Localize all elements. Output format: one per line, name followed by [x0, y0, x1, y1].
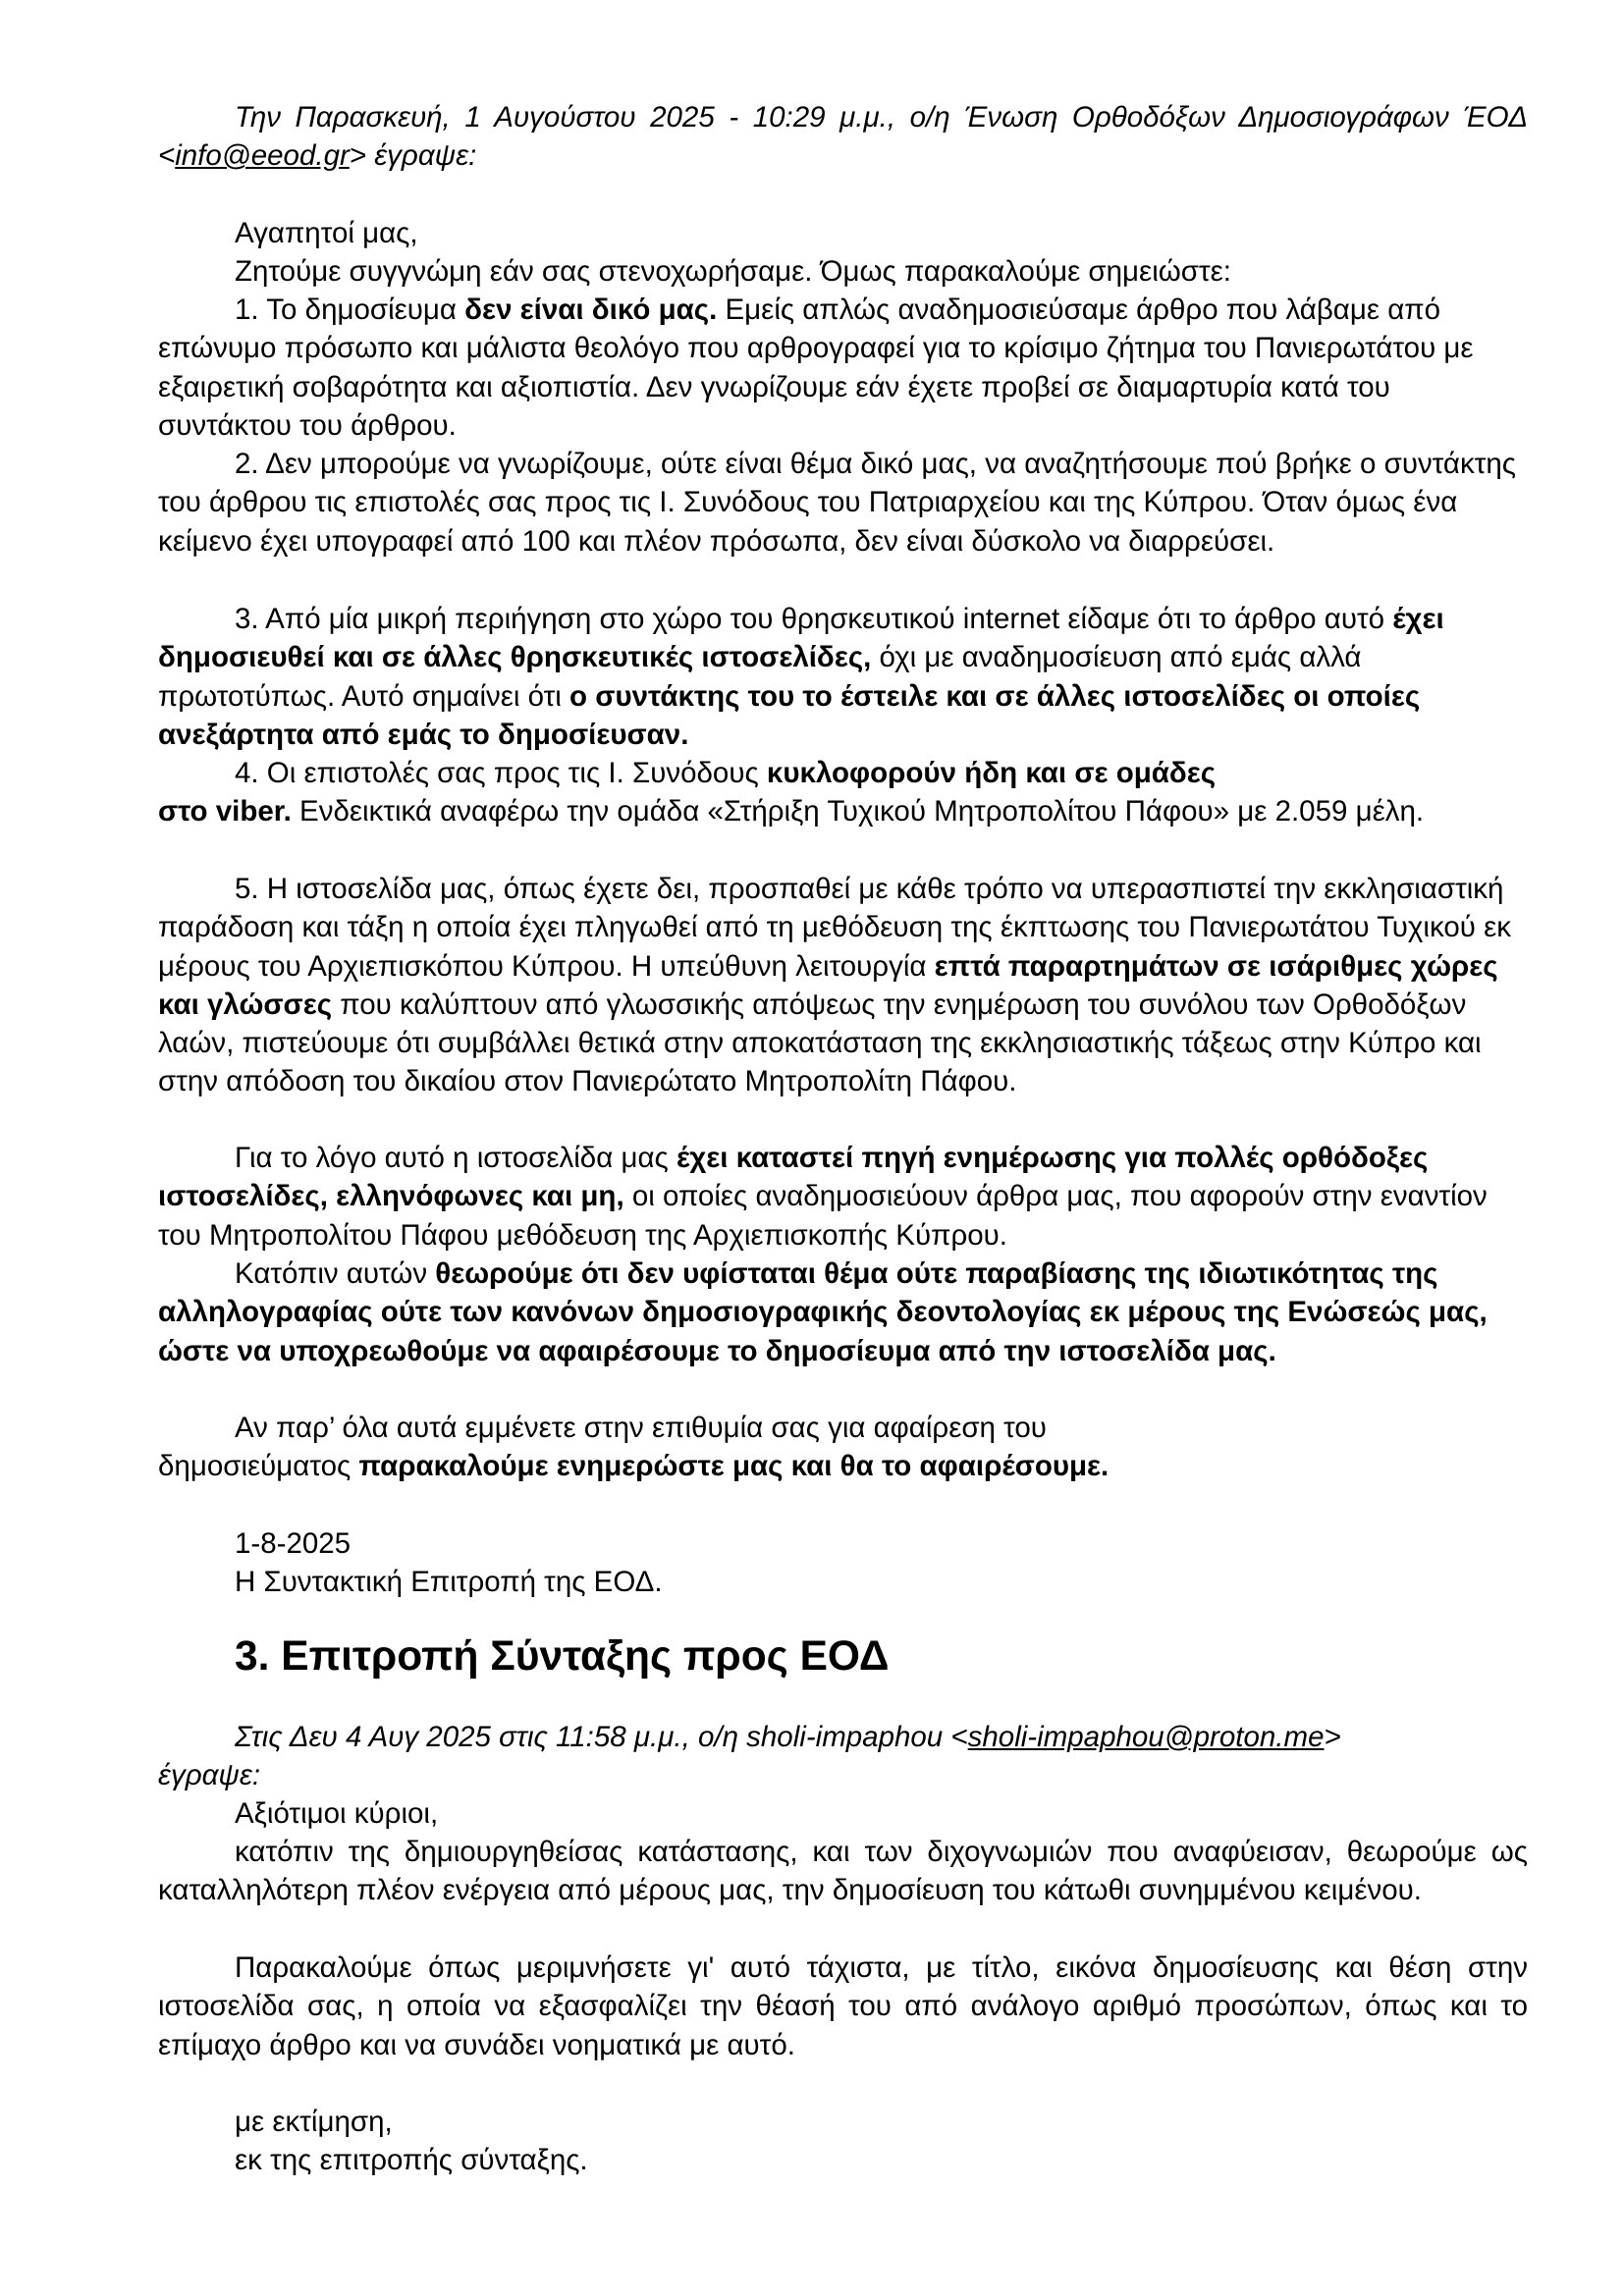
removal-paragraph [158, 1409, 1528, 1486]
point-2-paragraph: 2. Δεν μπορούμε να γνωρίζουμε, ούτε είναι θέμα δικό μας, να αναζητήσουμε πού βρήκε ο συντάκτης του άρθρου τις επιστολές σας προς τις Ι. Συνόδους του Πατριαρχείου και της Κύπρου. Όταν όμως ένα κείμενο έχει υπογραφεί από 100 και πλέον πρόσωπα, δεν είναι δύσκολο να διαρρεύσει. [158, 448, 1517, 558]
point-3-bold: έχει δημοσιευθεί και σε άλλες θρησκευτικές ιστοσελίδες, [158, 603, 1444, 674]
removal-text: Αν παρ’ όλα αυτά εμμένετε στην επιθυμία σας για αφαίρεση του [235, 1412, 1047, 1444]
point-4-bold-viber: στο viber. [158, 795, 292, 828]
point-3-text-mid: όχι με αναδημοσίευση από εμάς αλλά πρωτοτύπως. Αυτό σημαίνει ότι [158, 641, 1362, 713]
point-1-text: 1. Το δημοσίευμα [235, 294, 465, 326]
source-text: Για το λόγο αυτό η ιστοσελίδα μας [235, 1142, 677, 1174]
email-header-tail: > έγραψε: [349, 139, 477, 173]
letter2-signature: εκ της επιτροπής σύνταξης. [235, 2144, 588, 2176]
letter2-greeting: Αξιότιμοι κύριοι, [235, 1797, 439, 1830]
removal-text-2: δημοσιεύματος [158, 1450, 359, 1483]
point-5-text: 5. Η ιστοσελίδα μας, όπως έχετε δει, προσπαθεί με κάθε τρόπο να υπερασπιστεί την εκκλησιαστική παράδοση και τάξη η οποία έχει πληγωθεί από τη μεθόδευση της έκπτωσης του Πανιερωτάτου Τυχικού εκ μέρους του Αρχιεπισκόπου Κύπρου. Η υπεύθυνη λειτουργία [158, 873, 1511, 983]
removal-bold: παρακαλούμε ενημερώστε μας και θα το αφαιρέσουμε. [358, 1450, 1110, 1483]
conclusion-text: Κατόπιν αυτών [235, 1257, 436, 1290]
email-header [158, 98, 1528, 176]
email-header-2-tail: > [1324, 1721, 1341, 1753]
point-3-bold-end: ο συντάκτης του το έστειλε και σε άλλες ιστοσελίδες οι οποίες ανεξάρτητα από εμάς το δημοσίευσαν. [158, 679, 1421, 751]
source-paragraph [158, 1139, 1528, 1255]
email-header-2-wrote: έγραψε: [158, 1759, 261, 1791]
point-4-paragraph [158, 754, 1528, 831]
point-4-text: 4. Οι επιστολές σας προς τις Ι. Συνόδους [235, 757, 767, 789]
source-text-rest: οι οποίες αναδημοσιεύουν άρθρα μας, που αφορούν στην εναντίον του Μητροπολίτου Πάφου μεθόδευση της Αρχιεπισκοπής Κύπρου. [158, 1180, 1488, 1252]
email-link-2[interactable]: sholi-impaphou@proton.me [967, 1721, 1325, 1753]
point-1-bold: δεν είναι δικό μας. [464, 294, 718, 326]
email-link[interactable]: info@eeod.gr [175, 139, 350, 173]
point-4-bold: κυκλοφορούν ήδη και σε ομάδες [766, 757, 1217, 789]
email-header-2 [158, 1718, 1604, 1756]
letter2-paragraph-2: Παρακαλούμε όπως μεριμνήσετε γι' αυτό τάχιστα, με τίτλο, εικόνα δημοσίευσης και θέση στην ιστοσελίδα σας, η οποία να εξασφαλίζει την θέασή του από ανάλογο αριθμό προσώπων, όπως και το επίμαχο άρθρο και να συνάδει νοηματικά με αυτό. [158, 1951, 1528, 2061]
letter-signature: Η Συντακτική Επιτροπή της ΕΟΔ. [235, 1566, 663, 1598]
letter2-closing: με εκτίμηση, [235, 2106, 393, 2138]
source-bold: έχει καταστεί πηγή ενημέρωσης για πολλές ορθόδοξες ιστοσελίδες, ελληνόφωνες και μη, [158, 1142, 1429, 1213]
point-5-bold: επτά παραρτημάτων σε ισάριθμες χώρες και γλώσσες [158, 949, 1498, 1021]
letter2-paragraph-1: κατόπιν της δημιουργηθείσας κατάστασης, και των διχογνωμιών που αναφύεισαν, θεωρούμε ως καταλληλότερη πλέον ενέργεια από μέρους μας, την δημοσίευση του κάτωθι συνημμένου κειμένου. [158, 1836, 1528, 1907]
greeting: Αγαπητοί μας, [235, 217, 418, 249]
section-title: 3. Επιτροπή Σύνταξης προς ΕΟΔ [235, 1633, 890, 1680]
conclusion-bold: θεωρούμε ότι δεν υφίσταται θέμα ούτε παραβίασης της ιδιωτικότητας της αλληλογραφίας ούτε των κανόνων δημοσιογραφικής δεοντολογίας εκ μέρους της Ενώσεώς μας, ώστε να υποχρεωθούμε να αφαιρέσουμε το δημοσίευμα από την ιστοσελίδα μας. [158, 1257, 1488, 1367]
point-4-text-rest: Ενδεικτικά αναφέρω την ομάδα «Στήριξη Τυχικού Μητροπολίτου Πάφου» με 2.059 μέλη. [291, 795, 1425, 828]
conclusion-paragraph [158, 1255, 1528, 1370]
point-5-paragraph [158, 870, 1528, 1101]
point-3-paragraph [158, 600, 1528, 754]
intro-paragraph: Ζητούμε συγγνώμη εάν σας στενοχωρήσαμε. Όμως παρακαλούμε σημειώστε: [235, 255, 1231, 288]
email-header-2-text: Στις Δευ 4 Αυγ 2025 στις 11:58 μ.μ., ο/η sholi-impaphou < [235, 1721, 968, 1753]
point-1-paragraph [158, 291, 1528, 445]
email-header-text: Την Παρασκευή, 1 Αυγούστου 2025 - 10:29 μ.μ., ο/η Ένωση Ορθοδόξων Δημοσιογράφων ΈΟΔ < [158, 101, 1528, 173]
point-3-text: 3. Από μία μικρή περιήγηση στο χώρο του θρησκευτικού internet είδαμε ότι το άρθρο αυτό [235, 603, 1393, 635]
letter-date: 1-8-2025 [235, 1527, 352, 1560]
point-5-text-rest: που καλύπτουν από γλωσσικής απόψεως την ενημέρωση του συνόλου των Ορθοδόξων λαών, πιστεύουμε ότι συμβάλλει θετικά στην αποκατάσταση της εκκλησιαστικής τάξεως στην Κύπρο και στην απόδοση του δικαίου στον Πανιερώτατο Μητροπολίτη Πάφου. [158, 988, 1482, 1098]
point-1-text-rest: Εμείς απλώς αναδημοσιεύσαμε άρθρο που λάβαμε από επώνυμο πρόσωπο και μάλιστα θεολόγο που αρθρογραφεί για το κρίσιμο ζήτημα του Πανιερωτάτου με εξαιρετική σοβαρότητα και αξιοπιστία. Δεν γνωρίζουμε εάν έχετε προβεί σε διαμαρτυρία κατά του συντάκτου του άρθρου. [158, 294, 1474, 442]
